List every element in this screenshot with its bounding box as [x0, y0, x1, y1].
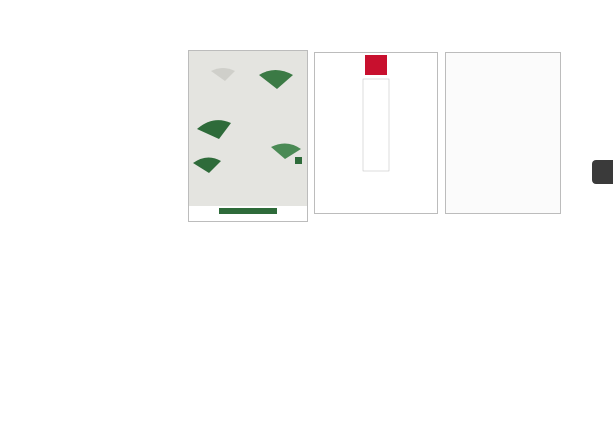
cover-footer-band	[219, 208, 277, 214]
cover-image	[188, 50, 308, 222]
back-page-image	[445, 52, 561, 214]
cover-badge	[295, 157, 302, 164]
back-page-grid	[446, 53, 560, 213]
calendar-page-image	[314, 52, 438, 214]
cover-art	[189, 51, 307, 221]
month-block	[365, 55, 387, 75]
calendar-page-art	[315, 53, 437, 213]
size-tab	[592, 160, 613, 184]
